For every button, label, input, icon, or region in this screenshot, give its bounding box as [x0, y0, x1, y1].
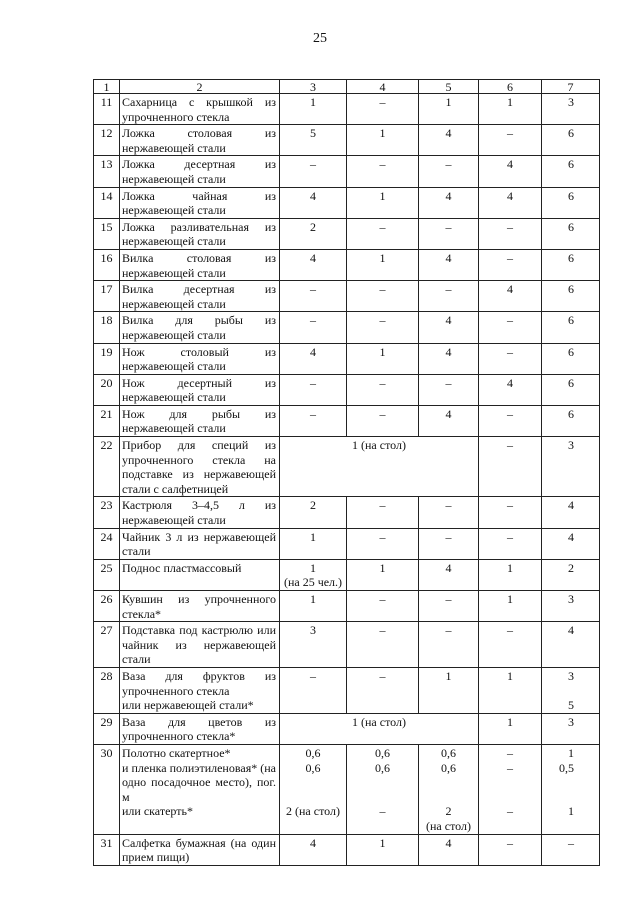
row-number: 18 — [94, 312, 120, 343]
quantity-col6: 1 — [479, 591, 542, 622]
item-name: Чайник 3 л из нержавеющей стали — [120, 528, 280, 559]
table-row — [94, 218, 600, 249]
item-name: Кастрюля 3–4,5 л из нержавеющей стали — [120, 497, 280, 528]
quantity-col3: 4 — [280, 187, 347, 218]
quantity-col6: – – – — [479, 744, 542, 834]
quantity-col4: 1 — [347, 343, 419, 374]
quantity-col4: – — [347, 312, 419, 343]
table-row — [94, 249, 600, 280]
quantity-col4: – — [347, 94, 419, 125]
quantity-col6: – — [479, 405, 542, 436]
quantity-col5: – — [419, 591, 479, 622]
quantity-col7: 6 — [542, 187, 600, 218]
quantity-col3: 0,6 0,6 2 (на стол) — [280, 744, 347, 834]
table-row — [94, 281, 600, 312]
table-row — [94, 187, 600, 218]
quantity-col6: – — [479, 249, 542, 280]
quantity-col5: – — [419, 622, 479, 668]
quantity-col6: 4 — [479, 187, 542, 218]
item-name: Ложка столовая из нержавеющей стали — [120, 125, 280, 156]
quantity-col7: 4 — [542, 622, 600, 668]
item-name: Кувшин из упрочненного стекла* — [120, 591, 280, 622]
quantity-col3: 5 — [280, 125, 347, 156]
quantity-col5: 4 — [419, 187, 479, 218]
table-body — [94, 94, 600, 866]
row-number: 28 — [94, 667, 120, 713]
row-number: 19 — [94, 343, 120, 374]
table-row — [94, 622, 600, 668]
column-header: 5 — [419, 80, 479, 94]
quantity-col7: 4 — [542, 528, 600, 559]
quantity-col3: – — [280, 281, 347, 312]
table-row — [94, 374, 600, 405]
quantity-col6: – — [479, 622, 542, 668]
row-number: 31 — [94, 834, 120, 865]
row-number: 13 — [94, 156, 120, 187]
quantity-col5: – — [419, 281, 479, 312]
item-name: Ваза для цветов из упрочненного стекла* — [120, 713, 280, 744]
quantity-col5: – — [419, 218, 479, 249]
column-header: 7 — [542, 80, 600, 94]
row-number: 16 — [94, 249, 120, 280]
quantity-col7: 6 — [542, 405, 600, 436]
quantity-col4: – — [347, 591, 419, 622]
item-name: Вилка для рыбы из нержавеющей стали — [120, 312, 280, 343]
item-name: Полотно скатертное* и пленка полиэтиленовая* (на одно посадочное место), пог. м или скатерть* — [120, 744, 280, 834]
quantity-col5: 4 — [419, 343, 479, 374]
quantity-col4: 1 — [347, 559, 419, 590]
quantity-col4: – — [347, 528, 419, 559]
item-name: Сахарница с крышкой из упрочненного стекла — [120, 94, 280, 125]
quantity-col6: 1 — [479, 667, 542, 713]
quantity-col3: 1 — [280, 94, 347, 125]
quantity-col7: 3 — [542, 591, 600, 622]
row-number: 21 — [94, 405, 120, 436]
quantity-col7: 3 — [542, 94, 600, 125]
quantity-col6: – — [479, 497, 542, 528]
quantity-col5: – — [419, 374, 479, 405]
quantity-col3: – — [280, 312, 347, 343]
table-row — [94, 312, 600, 343]
page-number: 25 — [313, 31, 327, 46]
row-number: 11 — [94, 94, 120, 125]
quantity-col5: 4 — [419, 405, 479, 436]
quantity-col3: 2 — [280, 497, 347, 528]
quantity-col7: 6 — [542, 218, 600, 249]
item-name: Поднос пластмассовый — [120, 559, 280, 590]
quantity-col6: – — [479, 437, 542, 497]
quantity-col5: 4 — [419, 249, 479, 280]
item-name: Ваза для фруктов из упрочненного стекла или нержавеющей стали* — [120, 667, 280, 713]
quantity-col4: 1 — [347, 187, 419, 218]
table-row — [94, 834, 600, 865]
quantity-col6: 1 — [479, 713, 542, 744]
quantity-col4: – — [347, 374, 419, 405]
quantity-col4: – — [347, 497, 419, 528]
quantity-col6: – — [479, 343, 542, 374]
quantity-col6: 4 — [479, 156, 542, 187]
quantity-col7: 1 0,5 1 — [542, 744, 600, 834]
table-row — [94, 94, 600, 125]
quantity-col4: – — [347, 281, 419, 312]
row-number: 26 — [94, 591, 120, 622]
quantity-col7: 6 — [542, 156, 600, 187]
quantity-col3: 1 (на 25 чел.) — [280, 559, 347, 590]
quantity-col3: 3 — [280, 622, 347, 668]
quantity-col7: 4 — [542, 497, 600, 528]
quantity-col7: 6 — [542, 343, 600, 374]
quantity-col3: – — [280, 405, 347, 436]
quantity-col6: – — [479, 834, 542, 865]
column-header: 4 — [347, 80, 419, 94]
quantity-col4: 1 — [347, 834, 419, 865]
quantity-col6: 1 — [479, 559, 542, 590]
table-row — [94, 744, 600, 834]
quantity-col3: – — [280, 374, 347, 405]
column-header: 6 — [479, 80, 542, 94]
row-number: 15 — [94, 218, 120, 249]
quantity-col6: – — [479, 312, 542, 343]
quantity-col3: 2 — [280, 218, 347, 249]
table-row — [94, 559, 600, 590]
quantity-col5: 1 — [419, 94, 479, 125]
item-name: Ложка десертная из нержавеющей стали — [120, 156, 280, 187]
quantity-col7: 6 — [542, 125, 600, 156]
quantity-col5: 4 — [419, 834, 479, 865]
quantity-col5: – — [419, 497, 479, 528]
row-number: 17 — [94, 281, 120, 312]
quantity-col5: 4 — [419, 125, 479, 156]
quantity-col7: 6 — [542, 374, 600, 405]
quantity-col4: – — [347, 622, 419, 668]
quantity-col7: 6 — [542, 249, 600, 280]
quantity-col5: 0,6 0,6 2 (на стол) — [419, 744, 479, 834]
table-row — [94, 156, 600, 187]
table-row — [94, 343, 600, 374]
column-header: 3 — [280, 80, 347, 94]
table-row — [94, 125, 600, 156]
quantity-col3: – — [280, 156, 347, 187]
item-name: Нож для рыбы из нержавеющей стали — [120, 405, 280, 436]
row-number: 25 — [94, 559, 120, 590]
table-row — [94, 437, 600, 497]
quantity-col7: 3 — [542, 713, 600, 744]
quantity-col6: 4 — [479, 374, 542, 405]
quantity-col6: 4 — [479, 281, 542, 312]
row-number: 23 — [94, 497, 120, 528]
quantity-col7: 3 — [542, 437, 600, 497]
merged-quantity-cell: 1 (на стол) — [280, 713, 479, 744]
quantity-col3: 4 — [280, 249, 347, 280]
quantity-col3: 4 — [280, 343, 347, 374]
quantity-col5: 4 — [419, 559, 479, 590]
table-row — [94, 591, 600, 622]
quantity-col4: 1 — [347, 249, 419, 280]
quantity-col3: 1 — [280, 591, 347, 622]
row-number: 29 — [94, 713, 120, 744]
row-number: 14 — [94, 187, 120, 218]
table-row — [94, 528, 600, 559]
row-number: 20 — [94, 374, 120, 405]
quantity-col7: 6 — [542, 281, 600, 312]
item-name: Вилка столовая из нержавеющей стали — [120, 249, 280, 280]
table-row — [94, 497, 600, 528]
item-name: Ложка разливательная из нержавеющей стали — [120, 218, 280, 249]
item-name: Ложка чайная из нержавеющей стали — [120, 187, 280, 218]
quantity-col5: – — [419, 156, 479, 187]
column-header: 2 — [120, 80, 280, 94]
table-row — [94, 667, 600, 713]
quantity-col7: 2 — [542, 559, 600, 590]
item-name: Нож столовый из нержавеющей стали — [120, 343, 280, 374]
table-row — [94, 713, 600, 744]
quantity-col6: – — [479, 528, 542, 559]
quantity-col3: 1 — [280, 528, 347, 559]
quantity-col4: 0,6 0,6 – — [347, 744, 419, 834]
quantity-col7: – — [542, 834, 600, 865]
quantity-col3: – — [280, 667, 347, 713]
quantity-col4: – — [347, 405, 419, 436]
merged-quantity-cell: 1 (на стол) — [280, 437, 479, 497]
quantity-col6: 1 — [479, 94, 542, 125]
item-name: Нож десертный из нержавеющей стали — [120, 374, 280, 405]
quantity-col4: 1 — [347, 125, 419, 156]
quantity-col6: – — [479, 218, 542, 249]
quantity-col5: 1 — [419, 667, 479, 713]
quantity-col7: 3 5 — [542, 667, 600, 713]
quantity-col4: – — [347, 156, 419, 187]
quantity-col3: 4 — [280, 834, 347, 865]
row-number: 24 — [94, 528, 120, 559]
row-number: 27 — [94, 622, 120, 668]
item-name: Подставка под кастрюлю или чайник из нержавеющей стали — [120, 622, 280, 668]
quantity-col4: – — [347, 218, 419, 249]
item-name: Салфетка бумажная (на один прием пищи) — [120, 834, 280, 865]
equipment-table — [93, 79, 600, 866]
row-number: 30 — [94, 744, 120, 834]
table-row — [94, 405, 600, 436]
quantity-col7: 6 — [542, 312, 600, 343]
quantity-col5: 4 — [419, 312, 479, 343]
item-name: Прибор для специй из упрочненного стекла на подставке из нержавеющей стали с салфетницей — [120, 437, 280, 497]
item-name: Вилка десертная из нержавеющей стали — [120, 281, 280, 312]
table-header-row — [94, 80, 600, 94]
quantity-col5: – — [419, 528, 479, 559]
row-number: 12 — [94, 125, 120, 156]
quantity-col6: – — [479, 125, 542, 156]
row-number: 22 — [94, 437, 120, 497]
quantity-col4: – — [347, 667, 419, 713]
column-header: 1 — [94, 80, 120, 94]
